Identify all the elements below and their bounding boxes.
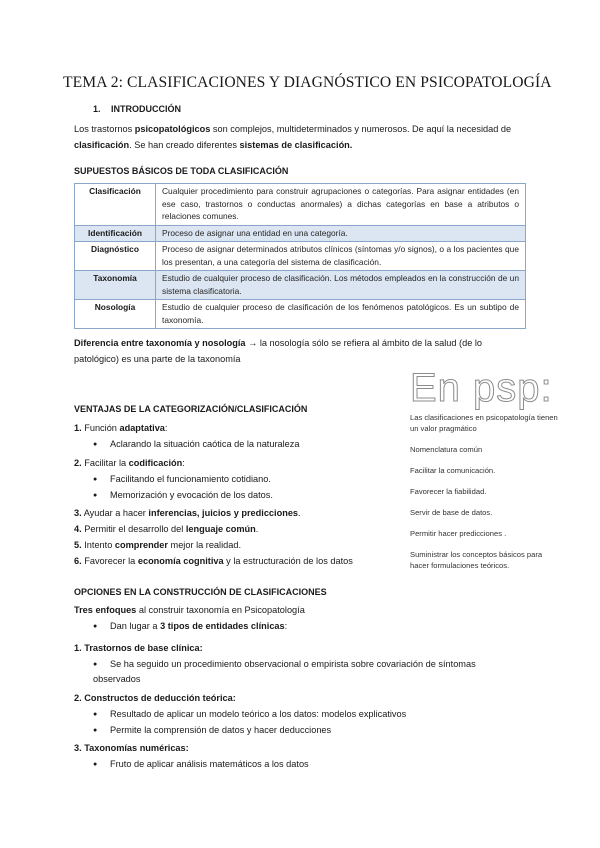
list-item — [74, 641, 203, 655]
bullet-item — [93, 472, 271, 487]
section-heading-ventajas: VENTAJAS DE LA CATEGORIZACIÓN/CLASIFICACIÓN — [74, 404, 308, 414]
list-item — [74, 421, 167, 435]
list-item — [74, 522, 258, 536]
definition-cell: Cualquier procedimiento para construir agrupaciones o categorías. Para asignar entidades (en ese caso, trastornos o conductas anormales) a dichas categorías en base a atributos o relaciones comunes. — [156, 184, 526, 226]
bold-run: 2. Constructos de deducción teórica: — [74, 693, 236, 703]
bullet-text: Aclarando la situación caótica de la naturaleza — [110, 439, 300, 449]
text-run: : — [284, 621, 288, 631]
text-run: son complejos, multideterminados y numerosos. De aquí la necesidad de — [210, 124, 512, 134]
intro-paragraph — [74, 121, 524, 153]
bold-run: adaptativa — [119, 423, 165, 433]
document-title: TEMA 2: CLASIFICACIONES Y DIAGNÓSTICO EN PSICOPATOLOGÍA — [63, 74, 552, 91]
sidebar-item: Facilitar la comunicación. — [410, 466, 496, 475]
table-row — [75, 184, 526, 226]
list-item — [74, 554, 353, 568]
sidebar-item: Favorecer la fiabilidad. — [410, 487, 487, 496]
bullet-text: Permite la comprensión de datos y hacer deducciones — [110, 725, 332, 735]
text-run: al construir taxonomía en Psicopatología — [136, 605, 305, 615]
table-row — [75, 242, 526, 271]
bullet-icon: ● — [93, 441, 98, 448]
term-cell: Identificación — [75, 225, 156, 242]
bold-run: codificación — [128, 458, 183, 468]
bold-run: comprender — [114, 540, 168, 550]
bold-run: clasificación — [74, 140, 130, 150]
bullet-text: Resultado de aplicar un modelo teórico a los datos: modelos explicativos — [110, 709, 407, 719]
bullet-text: Facilitando el funcionamiento cotidiano. — [110, 474, 271, 484]
bullet-item — [93, 723, 331, 738]
text-run: Intento — [81, 540, 115, 550]
diferencia-paragraph — [74, 335, 524, 367]
bullet-text: Memorización y evocación de los datos. — [110, 490, 273, 500]
bold-run: 3. Taxonomías numéricas: — [74, 743, 189, 753]
text-run: Favorecer la — [81, 556, 138, 566]
term-cell: Diagnóstico — [75, 242, 156, 271]
text-run: . — [298, 508, 301, 518]
bullet-text: Fruto de aplicar análisis matemáticos a los datos — [110, 759, 309, 769]
text-run: Dan lugar a — [110, 621, 161, 631]
item-number: 6. — [74, 556, 82, 566]
bullet-item — [93, 657, 513, 686]
sidebar-item: Servir de base de datos. — [410, 508, 493, 517]
bullet-item — [93, 757, 309, 772]
sidebar-item: Nomenclatura común — [410, 445, 483, 454]
table-row — [75, 271, 526, 300]
definition-cell: Estudio de cualquier proceso de clasificación. Los métodos empleados en la construcción de un sistema clasificatoria. — [156, 271, 526, 300]
sidebar-item: Las clasificaciones en psicopatología tienen un valor pragmático — [410, 413, 558, 433]
text-run: Permitir el desarrollo del — [81, 524, 186, 534]
definition-cell: Estudio de cualquier proceso de clasificación de los fenómenos patológicos. Es un subtipo de taxonomía. — [156, 300, 526, 329]
sidebar-notes — [410, 368, 560, 581]
sidebar-item: Suministrar los conceptos básicos para hacer formulaciones teóricos. — [410, 550, 543, 570]
term-cell: Nosología — [75, 300, 156, 329]
section-title: INTRODUCCIÓN — [111, 104, 181, 114]
bold-run: 3 tipos de entidades clínicas — [160, 621, 285, 631]
bullet-item — [93, 619, 287, 634]
item-number: 4. — [74, 524, 82, 534]
paragraph-line — [74, 603, 305, 617]
list-item — [74, 691, 236, 705]
text-run: Función — [81, 423, 120, 433]
list-item — [74, 506, 301, 520]
section-heading-supuestos: SUPUESTOS BÁSICOS DE TODA CLASIFICACIÓN — [74, 166, 289, 176]
sidebar-title: En psp: — [410, 366, 553, 410]
text-run: Facilitar la — [81, 458, 129, 468]
item-number: 2. — [74, 458, 82, 468]
term-cell: Taxonomía — [75, 271, 156, 300]
text-run: Ayudar a hacer — [81, 508, 149, 518]
bold-run: Tres enfoques — [74, 605, 137, 615]
definition-cell: Proceso de asignar una entidad en una categoría. — [156, 225, 526, 242]
bullet-item — [93, 707, 406, 722]
text-run: Los trastornos — [74, 124, 135, 134]
definitions-table — [74, 183, 526, 329]
bold-run: lenguaje común — [185, 524, 256, 534]
table-row — [75, 225, 526, 242]
bold-run: sistemas de clasificación. — [239, 140, 353, 150]
text-run: : — [182, 458, 185, 468]
bold-run: 1. Trastornos de base clínica: — [74, 643, 203, 653]
list-item — [74, 741, 189, 755]
item-number: 5. — [74, 540, 82, 550]
bullet-text: Se ha seguido un procedimiento observacional o empirista sobre covariación de síntomas observados — [93, 659, 476, 684]
bold-run: psicopatológicos — [134, 124, 211, 134]
bullet-icon: ● — [93, 727, 98, 734]
text-run: y la estructuración de los datos — [223, 556, 353, 566]
bullet-icon: ● — [93, 476, 98, 483]
section-number: 1. — [93, 104, 101, 114]
bold-run: inferencias, juicios y predicciones — [148, 508, 299, 518]
bold-run: economía cognitiva — [137, 556, 224, 566]
bullet-item — [93, 437, 299, 452]
bullet-icon: ● — [93, 711, 98, 718]
bullet-item — [93, 488, 273, 503]
section-heading-introduccion — [93, 104, 181, 114]
section-heading-opciones: OPCIONES EN LA CONSTRUCCIÓN DE CLASIFICACIONES — [74, 587, 327, 597]
text-run: . — [255, 524, 259, 534]
text-run: : — [164, 423, 168, 433]
bold-run: Diferencia entre taxonomía y nosología — [74, 338, 246, 348]
list-item — [74, 538, 241, 552]
text-run: . Se han creado diferentes — [129, 140, 240, 150]
bullet-icon: ● — [93, 761, 98, 768]
definition-cell: Proceso de asignar determinados atributos clínicos (síntomas y/o signos), o a los pacientes que los presentan, a una categoría del sistema de clasificación. — [156, 242, 526, 271]
text-run: mejor la realidad. — [167, 540, 242, 550]
sidebar-item: Permitir hacer predicciones . — [410, 529, 507, 538]
text-run: → la nosología sólo se refiera al ámbito de la salud (de lo patológico) es una parte de la taxonomía — [74, 338, 483, 364]
table-row — [75, 300, 526, 329]
bullet-icon: ● — [93, 661, 98, 668]
term-cell: Clasificación — [75, 184, 156, 226]
bullet-icon: ● — [93, 623, 98, 630]
bullet-icon: ● — [93, 492, 98, 499]
item-number: 1. — [74, 423, 82, 433]
list-item — [74, 456, 185, 470]
item-number: 3. — [74, 508, 82, 518]
